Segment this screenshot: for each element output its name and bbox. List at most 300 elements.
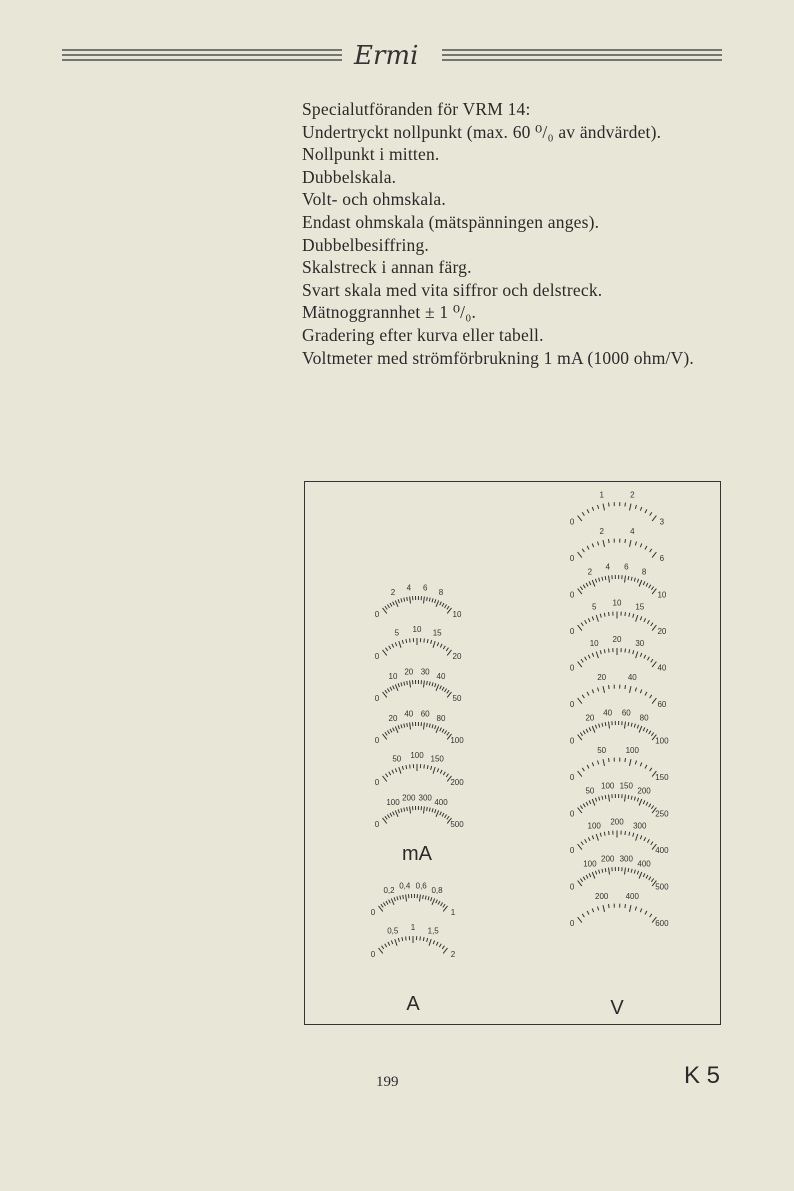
scale-label: 400 xyxy=(434,797,448,807)
scale-tick xyxy=(387,815,389,818)
scale-tick xyxy=(436,684,439,690)
scale-tick xyxy=(581,659,583,662)
scale-tick xyxy=(424,723,425,730)
scale-tick xyxy=(400,896,401,900)
section-code: K 5 xyxy=(684,1062,721,1089)
scale-tick xyxy=(390,813,392,817)
scale-tick xyxy=(447,732,449,735)
scale-tick xyxy=(600,833,601,837)
scale-tick xyxy=(424,807,425,814)
scale-tick xyxy=(652,698,656,704)
scale-tick xyxy=(406,895,407,902)
scale-tick xyxy=(599,724,600,728)
scale-tick xyxy=(424,681,425,688)
scale-tick xyxy=(582,914,584,917)
scale-tick xyxy=(599,578,600,582)
scale-tick xyxy=(649,804,651,807)
scale-tick xyxy=(386,648,388,651)
scale-tick xyxy=(582,549,584,552)
scale-tick xyxy=(588,837,590,841)
scale-tick xyxy=(436,600,439,606)
scale-tick xyxy=(427,938,428,942)
scale-tick xyxy=(586,875,588,879)
scale-label: 100 xyxy=(655,736,669,746)
scale-tick xyxy=(428,896,429,900)
scale-tick xyxy=(625,612,626,616)
scale-tick xyxy=(625,685,626,689)
scale-tick xyxy=(436,810,439,816)
scale-tick xyxy=(592,763,594,767)
scale-tick xyxy=(379,948,383,954)
scale-tick xyxy=(605,576,606,580)
scale-label: 100 xyxy=(386,797,400,807)
scale-tick xyxy=(420,937,421,941)
scale-tick xyxy=(383,650,387,656)
scale-tick xyxy=(640,544,642,548)
scale-tick xyxy=(432,598,433,602)
v-scale-6 xyxy=(570,709,669,746)
scale-tick xyxy=(427,723,428,727)
scale-tick xyxy=(609,758,610,762)
scale-tick xyxy=(643,873,645,877)
scale-label: 0 xyxy=(569,627,575,637)
scale-tick xyxy=(583,731,585,734)
scale-tick xyxy=(435,809,436,813)
scale-label: 15 xyxy=(635,602,645,612)
scale-tick xyxy=(587,692,589,696)
spec-item: Endast ohmskala (mätspänningen anges). xyxy=(302,211,600,232)
scale-tick xyxy=(596,652,598,659)
scale-tick xyxy=(652,516,656,522)
scale-tick xyxy=(580,733,582,736)
scale-tick xyxy=(650,695,652,698)
scale-tick xyxy=(582,768,584,771)
scale-tick xyxy=(395,768,397,772)
scale-tick xyxy=(595,798,596,802)
scale-tick xyxy=(598,761,599,765)
scale-label: 250 xyxy=(655,809,669,819)
scale-tick xyxy=(585,839,587,842)
scale-tick xyxy=(441,903,443,906)
scale-tick xyxy=(640,909,642,913)
scale-tick xyxy=(581,623,583,626)
scale-tick xyxy=(630,905,632,912)
scale-tick xyxy=(592,617,594,621)
scale-tick xyxy=(407,597,408,601)
scale-tick xyxy=(439,944,441,947)
scale-tick xyxy=(604,649,605,653)
scale-tick xyxy=(633,833,634,837)
scale-tick xyxy=(445,815,447,818)
scale-tick xyxy=(645,911,647,915)
scale-label: 10 xyxy=(412,625,422,634)
scale-tick xyxy=(387,731,389,734)
scale-tick xyxy=(440,602,442,606)
scale-label: 0 xyxy=(569,517,575,527)
scale-label: 2 xyxy=(587,567,593,577)
scale-tick xyxy=(420,895,421,902)
scale-tick xyxy=(639,726,642,733)
scale-tick xyxy=(637,871,638,875)
scale-tick xyxy=(407,807,408,811)
scale-tick xyxy=(651,623,653,626)
scale-tick xyxy=(392,770,394,774)
scale-label: 30 xyxy=(635,638,645,648)
scale-label: 10 xyxy=(452,610,462,619)
scale-tick xyxy=(647,657,649,660)
spec-item: Volt- och ohmskala. xyxy=(302,189,446,210)
scale-tick xyxy=(578,698,582,704)
scale-tick xyxy=(578,516,582,522)
scale-tick xyxy=(589,727,591,731)
scale-label: 0 xyxy=(569,736,575,746)
scale-tick xyxy=(398,938,399,942)
scale-tick xyxy=(649,585,651,588)
scale-tick xyxy=(603,759,605,766)
scale-tick xyxy=(406,765,407,769)
scale-tick xyxy=(443,904,445,907)
scale-tick xyxy=(630,540,632,547)
scale-label: 20 xyxy=(612,635,622,644)
scale-tick xyxy=(424,765,425,769)
scale-tick xyxy=(602,796,603,800)
scale-tick xyxy=(602,577,603,581)
scale-label: 4 xyxy=(630,527,635,537)
scale-label: 5 xyxy=(591,602,597,612)
scale-tick xyxy=(424,597,425,604)
scale-tick xyxy=(388,942,390,946)
scale-tick xyxy=(609,904,610,908)
ma-scale-5 xyxy=(375,794,464,830)
scale-label: 6 xyxy=(422,583,428,593)
scale-tick xyxy=(578,844,582,850)
scale-tick xyxy=(596,615,598,622)
spec-item: Svart skala med vita siffror och delstreck. xyxy=(302,279,603,300)
scale-tick xyxy=(635,688,636,692)
scale-tick xyxy=(389,772,391,775)
scale-tick xyxy=(603,504,605,511)
ma-unit-label: mA xyxy=(402,843,432,865)
scale-tick xyxy=(634,797,635,801)
scale-tick xyxy=(634,724,635,728)
scale-tick xyxy=(392,644,394,648)
scale-label: 0 xyxy=(569,590,575,600)
scale-tick xyxy=(650,512,652,515)
scale-tick xyxy=(644,837,646,841)
scale-tick xyxy=(578,881,582,887)
scale-tick xyxy=(442,687,444,691)
scale-tick xyxy=(640,507,642,511)
scale-label: 0 xyxy=(569,773,575,783)
scale-tick xyxy=(645,765,647,769)
scale-tick xyxy=(447,816,449,819)
scale-tick xyxy=(596,834,598,841)
scale-tick xyxy=(592,580,595,587)
scale-tick xyxy=(650,914,652,917)
scale-tick xyxy=(650,549,652,552)
scale-tick xyxy=(423,937,424,941)
scale-tick xyxy=(604,832,605,836)
scale-tick xyxy=(651,659,653,662)
scale-tick xyxy=(635,505,636,509)
scale-tick xyxy=(395,810,398,816)
scale-label: 60 xyxy=(420,709,430,719)
scale-label: 8 xyxy=(438,587,444,597)
scale-tick xyxy=(443,772,445,775)
scale-tick xyxy=(640,617,642,621)
scale-tick xyxy=(605,722,606,726)
scale-tick xyxy=(592,653,594,657)
scale-label: 150 xyxy=(655,773,669,783)
scale-tick xyxy=(381,904,383,907)
scale-tick xyxy=(436,726,439,732)
scale-label: 40 xyxy=(603,708,613,718)
scale-tick xyxy=(609,722,610,729)
ma-scale-3 xyxy=(375,710,464,746)
scale-tick xyxy=(652,662,656,668)
scale-tick xyxy=(639,872,642,879)
scale-tick xyxy=(442,946,444,949)
scale-tick xyxy=(432,724,433,728)
scale-tick xyxy=(425,896,426,900)
scale-tick xyxy=(402,640,403,644)
scale-tick xyxy=(578,771,582,777)
scale-tick xyxy=(387,605,389,608)
scale-label: 1 xyxy=(450,908,456,917)
scale-tick xyxy=(431,640,432,644)
scale-label: 80 xyxy=(436,713,446,723)
scale-tick xyxy=(599,797,600,801)
scale-tick xyxy=(636,615,638,622)
scale-tick xyxy=(586,802,588,806)
scale-tick xyxy=(390,687,392,691)
scale-tick xyxy=(423,895,424,899)
scale-tick xyxy=(393,728,395,732)
scale-label: 0 xyxy=(569,700,575,710)
scale-label: 0,4 xyxy=(399,881,411,891)
v-scale-11 xyxy=(570,892,669,928)
scale-label: 50 xyxy=(585,786,595,796)
scale-tick xyxy=(578,625,582,631)
scale-tick xyxy=(440,686,442,690)
scale-tick xyxy=(600,650,601,654)
scale-tick xyxy=(424,639,425,643)
scale-tick xyxy=(583,804,585,807)
scale-tick xyxy=(410,639,411,643)
scale-tick xyxy=(628,868,629,872)
scale-tick xyxy=(635,761,636,765)
scale-tick xyxy=(397,896,398,900)
scale-tick xyxy=(609,795,610,802)
scale-tick xyxy=(628,722,629,726)
scale-label: 0 xyxy=(569,882,575,892)
scale-label: 20 xyxy=(585,713,595,723)
scale-tick xyxy=(652,552,656,558)
scale-tick xyxy=(631,577,632,581)
scale-tick xyxy=(651,842,653,845)
scale-tick xyxy=(410,681,411,688)
scale-tick xyxy=(578,552,582,558)
scale-tick xyxy=(595,871,596,875)
scale-tick xyxy=(442,729,444,733)
scale-tick xyxy=(401,598,402,602)
scale-tick xyxy=(588,618,590,622)
scale-tick xyxy=(436,900,438,904)
scale-tick xyxy=(589,800,591,804)
scale-tick xyxy=(578,808,582,814)
scale-tick xyxy=(609,576,610,583)
spec-item: Gradering efter kurva eller tabell. xyxy=(302,324,544,345)
scale-label: 20 xyxy=(597,673,607,683)
scale-label: 0,5 xyxy=(387,926,399,936)
scale-tick xyxy=(630,686,632,693)
scale-tick xyxy=(578,917,582,923)
scale-tick xyxy=(651,879,653,882)
spec-item: Mätnoggrannhet ± 1 ⁰/₀. xyxy=(302,302,477,323)
scale-label: 5 xyxy=(394,628,400,638)
scale-label: 2 xyxy=(390,587,396,597)
scale-label: 4 xyxy=(406,583,412,593)
scale-tick xyxy=(640,653,642,657)
scale-tick xyxy=(447,690,449,693)
scale-tick xyxy=(595,725,596,729)
scale-tick xyxy=(583,585,585,588)
scale-tick xyxy=(427,807,428,811)
scale-tick xyxy=(582,512,584,515)
scale-tick xyxy=(578,589,582,595)
ma-scale-2 xyxy=(375,668,462,704)
scale-tick xyxy=(440,770,442,774)
scale-tick xyxy=(598,688,599,692)
meter-scales xyxy=(305,482,722,1026)
scale-label: 60 xyxy=(621,708,631,718)
scale-label: 150 xyxy=(430,754,444,764)
ma-scale-group xyxy=(375,584,464,830)
v-scale-5 xyxy=(570,673,667,709)
spec-item: Dubbelbesiffring. xyxy=(302,234,430,255)
scale-label: 10 xyxy=(589,638,599,648)
scale-label: 200 xyxy=(450,778,464,787)
scale-tick xyxy=(595,579,596,583)
scale-tick xyxy=(598,505,599,509)
scale-tick xyxy=(442,603,444,607)
scale-tick xyxy=(609,685,610,689)
scale-tick xyxy=(609,539,610,543)
scale-tick xyxy=(404,724,405,728)
scale-tick xyxy=(645,509,647,513)
scale-label: 40 xyxy=(627,673,637,683)
scale-label: 10 xyxy=(657,590,667,600)
scale-tick xyxy=(440,728,442,732)
scale-tick xyxy=(629,649,630,653)
scale-tick xyxy=(587,509,589,513)
scale-tick xyxy=(433,767,435,774)
scale-label: 0,2 xyxy=(383,885,395,895)
scale-label: 200 xyxy=(637,786,651,796)
scale-tick xyxy=(631,869,632,873)
scale-tick xyxy=(382,946,384,949)
scale-label: 3 xyxy=(659,517,665,527)
scale-tick xyxy=(386,774,388,777)
scale-tick xyxy=(628,795,629,799)
scale-tick xyxy=(639,799,642,806)
scale-tick xyxy=(391,898,394,904)
scale-label: 0 xyxy=(569,919,575,929)
scale-tick xyxy=(592,726,595,733)
scale-tick xyxy=(629,613,630,617)
scale-tick xyxy=(427,639,428,643)
scale-tick xyxy=(435,725,436,729)
scale-tick xyxy=(431,766,432,770)
scale-label: 200 xyxy=(402,793,416,803)
scale-tick xyxy=(385,690,387,693)
scale-tick xyxy=(445,605,447,608)
scale-tick xyxy=(633,614,634,618)
scale-tick xyxy=(404,808,405,812)
scale-tick xyxy=(585,657,587,660)
scale-tick xyxy=(625,539,626,543)
ma-scale-0 xyxy=(375,584,462,620)
scale-tick xyxy=(625,868,626,875)
scale-tick xyxy=(587,765,589,769)
scale-label: 300 xyxy=(633,821,647,831)
scale-label: 300 xyxy=(418,793,432,803)
spec-item: Undertryckt nollpunkt (max. 60 ⁰/₀ av ändvärdet). xyxy=(302,121,662,142)
scale-label: 1 xyxy=(599,490,604,500)
scale-label: 100 xyxy=(583,859,597,869)
scale-tick xyxy=(644,655,646,659)
scale-tick xyxy=(429,682,430,686)
scale-label: 0 xyxy=(374,652,380,661)
scale-tick xyxy=(625,795,626,802)
scale-tick xyxy=(605,795,606,799)
scale-tick xyxy=(432,682,433,686)
scale-tick xyxy=(407,681,408,685)
scale-tick xyxy=(401,808,402,812)
a-scale-group xyxy=(371,882,456,960)
scale-tick xyxy=(634,870,635,874)
scale-tick xyxy=(605,868,606,872)
scale-tick xyxy=(427,765,428,769)
scale-tick xyxy=(386,901,388,905)
scale-tick xyxy=(581,842,583,845)
scale-tick xyxy=(447,650,451,656)
page-header xyxy=(62,36,722,76)
scale-tick xyxy=(431,897,432,901)
scale-tick xyxy=(625,649,626,653)
header-rules xyxy=(62,36,722,76)
scale-tick xyxy=(603,686,605,693)
scale-tick xyxy=(651,806,653,809)
scale-tick xyxy=(643,581,645,585)
scale-tick xyxy=(410,807,411,814)
scale-label: 6 xyxy=(659,554,665,564)
scale-label: 4 xyxy=(605,562,610,572)
scale-tick xyxy=(438,901,440,905)
scale-label: 500 xyxy=(450,820,464,829)
scale-tick xyxy=(586,583,588,587)
scale-label: 15 xyxy=(432,628,442,638)
scale-tick xyxy=(446,774,448,777)
scale-tick xyxy=(401,724,402,728)
scale-tick xyxy=(604,613,605,617)
scale-tick xyxy=(403,895,404,899)
scale-label: 100 xyxy=(601,781,615,791)
scale-tick xyxy=(398,809,399,813)
v-scale-8 xyxy=(570,782,669,819)
scale-tick xyxy=(603,905,605,912)
scale-tick xyxy=(402,937,403,941)
